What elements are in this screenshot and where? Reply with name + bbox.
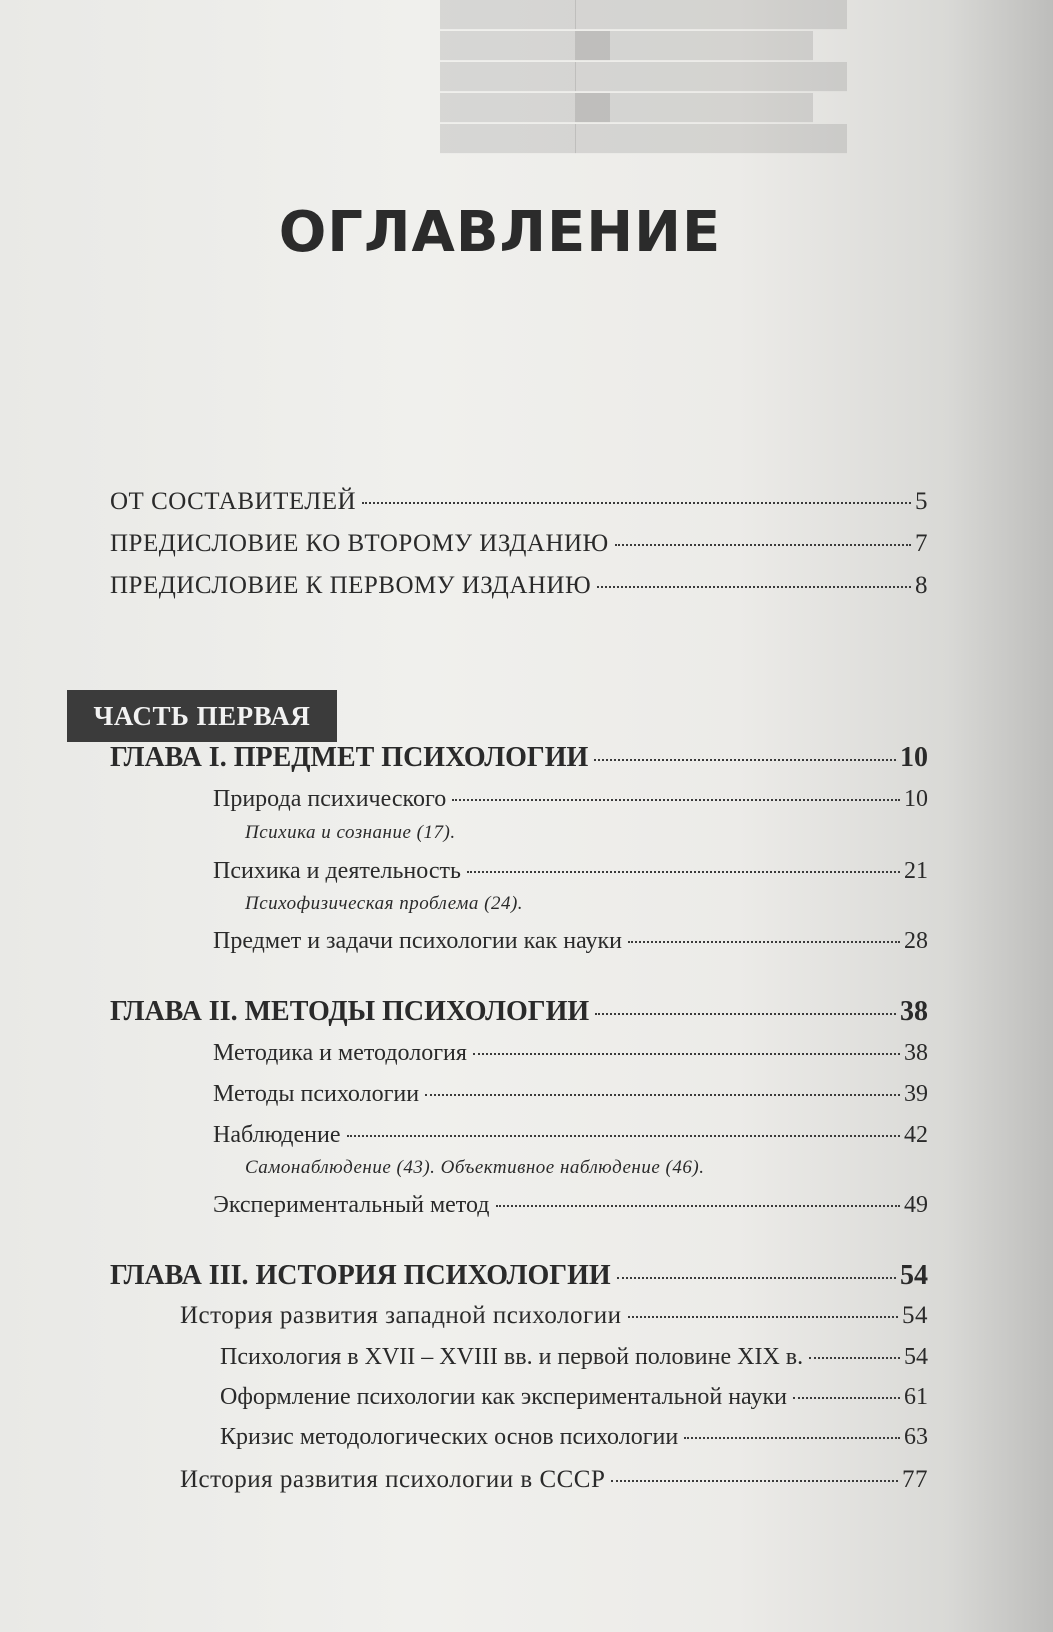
page-number: 7 [915, 530, 928, 557]
toc-section[interactable] [180, 1302, 928, 1330]
toc-entry-label: ПРЕДИСЛОВИЕ К ПЕРВОМУ ИЗДАНИЮ [110, 572, 592, 599]
section-label: Природа психического [213, 786, 447, 812]
page-number: 38 [900, 996, 928, 1027]
chapter-title: ГЛАВА III. ИСТОРИЯ ПСИХОЛОГИИ [110, 1260, 611, 1291]
page-number: 10 [904, 786, 928, 812]
toc-entry-preface-second-edition[interactable] [110, 530, 928, 558]
page-number: 21 [904, 858, 928, 884]
page-number: 42 [904, 1122, 928, 1148]
subsection-label: Кризис методологических основ психологии [220, 1424, 679, 1450]
bleed-through-left: ████████ ██████████ ████████ ██████████ ████████ [440, 2, 611, 152]
dot-leader [467, 871, 900, 873]
toc-section[interactable] [213, 858, 928, 885]
page-number: 63 [904, 1424, 928, 1450]
part-badge: ЧАСТЬ ПЕРВАЯ [67, 690, 337, 742]
page-title: ОГЛАВЛЕНИЕ [278, 200, 722, 265]
dot-leader [347, 1135, 901, 1137]
toc-section[interactable] [180, 1466, 928, 1494]
toc-section[interactable] [213, 1122, 928, 1149]
dot-leader [617, 1277, 896, 1279]
section-label: Методы психологии [213, 1081, 420, 1107]
toc-entry-preface-first-edition[interactable] [110, 572, 928, 600]
toc-subsection[interactable] [220, 1384, 928, 1411]
dot-leader [452, 799, 900, 801]
dot-leader [793, 1397, 900, 1399]
page-number: 39 [904, 1081, 928, 1107]
toc-section[interactable] [213, 928, 928, 955]
dot-leader [594, 759, 896, 761]
toc-subsection[interactable] [220, 1424, 928, 1451]
page-number: 54 [900, 1260, 928, 1291]
section-label: История развития западной психологии [180, 1302, 622, 1329]
dot-leader [597, 586, 911, 588]
section-note: Психофизическая проблема (24). [245, 893, 524, 914]
dot-leader [809, 1357, 900, 1359]
dot-leader [628, 1316, 899, 1318]
page-number: 10 [900, 742, 928, 773]
toc-chapter-2[interactable] [110, 996, 928, 1028]
subsection-label: Психология в XVII – XVIII вв. и первой половине XIX в. [220, 1344, 804, 1370]
section-label: Методика и методология [213, 1040, 467, 1066]
dot-leader [611, 1480, 898, 1482]
dot-leader [496, 1205, 901, 1207]
toc-section[interactable] [213, 1081, 928, 1108]
page-number: 54 [902, 1302, 928, 1329]
toc-section[interactable] [213, 1192, 928, 1219]
section-label: Предмет и задачи психологии как науки [213, 928, 623, 954]
page-number: 5 [915, 488, 928, 515]
subsection-label: Оформление психологии как экспериментальной науки [220, 1384, 787, 1410]
bleed-through-right: ████████████████ ██████████████ ████████████████ ██████████████ ████████████████ [575, 2, 848, 152]
dot-leader [615, 544, 911, 546]
page-number: 77 [902, 1466, 928, 1493]
toc-chapter-1[interactable] [110, 742, 928, 774]
toc-section[interactable] [213, 786, 928, 813]
toc-section[interactable] [213, 1040, 928, 1067]
section-note: Самонаблюдение (43). Объективное наблюдение (46). [245, 1157, 705, 1178]
section-note: Психика и сознание (17). [245, 822, 456, 843]
dot-leader [425, 1094, 900, 1096]
section-label: Наблюдение [213, 1122, 341, 1148]
section-label: Экспериментальный метод [213, 1192, 490, 1218]
toc-entry-label: ПРЕДИСЛОВИЕ КО ВТОРОМУ ИЗДАНИЮ [110, 530, 609, 557]
dot-leader [684, 1437, 900, 1439]
page-number: 28 [904, 928, 928, 954]
page-number: 8 [915, 572, 928, 599]
page-number: 38 [904, 1040, 928, 1066]
dot-leader [362, 502, 911, 504]
dot-leader [473, 1053, 900, 1055]
toc-entry-from-compilers[interactable] [110, 488, 928, 516]
chapter-title: ГЛАВА II. МЕТОДЫ ПСИХОЛОГИИ [110, 996, 590, 1027]
section-label: История развития психологии в СССР [180, 1466, 606, 1493]
page-number: 49 [904, 1192, 928, 1218]
dot-leader [628, 941, 900, 943]
toc-chapter-3[interactable] [110, 1260, 928, 1292]
toc-subsection[interactable] [220, 1344, 928, 1371]
toc-entry-label: ОТ СОСТАВИТЕЛЕЙ [110, 488, 357, 515]
page-number: 54 [904, 1344, 928, 1370]
dot-leader [595, 1013, 896, 1015]
section-label: Психика и деятельность [213, 858, 461, 884]
chapter-title: ГЛАВА I. ПРЕДМЕТ ПСИХОЛОГИИ [110, 742, 589, 773]
page-number: 61 [904, 1384, 928, 1410]
